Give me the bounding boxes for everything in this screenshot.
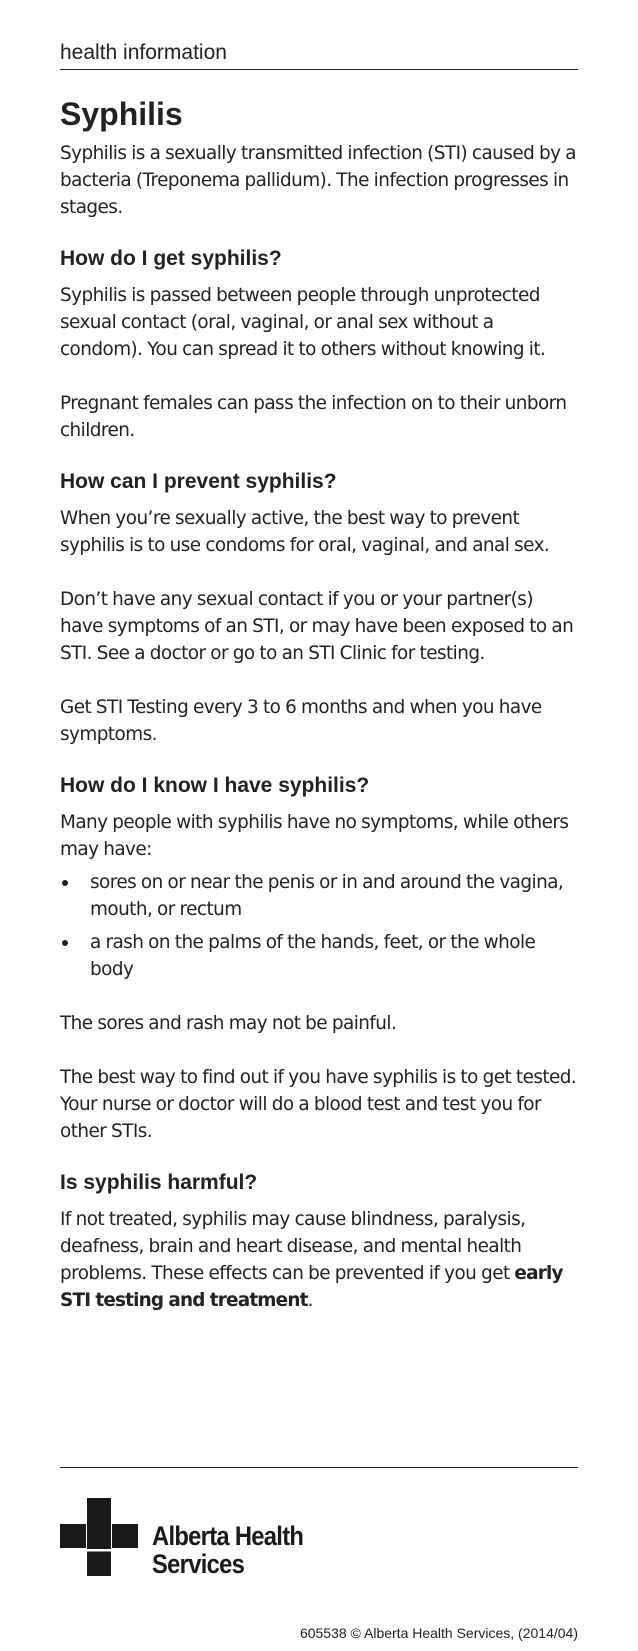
section-how-prevent [60,469,578,748]
bullet-icon [62,880,68,886]
symptom-list [60,869,578,983]
logo-line: Alberta Health [152,1521,304,1551]
header-divider [60,69,578,70]
header-label: health information [60,41,227,64]
section-paragraph: Syphilis is passed between people through unprotected sexual contact (oral, vaginal, or anal sex without a condom). You can spread it to others without knowing it. [60,285,546,360]
list-item [60,869,578,923]
section-paragraph: Don’t have any sexual contact if you or your partner(s) have symptoms of an STI, or may have been exposed to an STI. See a doctor or go to an STI Clinic for testing. [60,589,574,664]
alberta-health-services-logo [60,1498,330,1578]
list-item-text: sores on or near the penis or in and around the vagina, mouth, or rectum [90,872,564,920]
paragraph-text: . [307,1290,313,1311]
section-paragraph: Pregnant females can pass the infection on to their unborn children. [60,393,567,441]
section-heading: How do I get syphilis? [60,247,282,270]
document-title: Syphilis [60,96,183,132]
section-harmful [60,1170,578,1314]
copyright-notice: 605538 © Alberta Health Services, (2014/04) [299,1625,578,1641]
bullet-icon [62,940,68,946]
intro-paragraph: Syphilis is a sexually transmitted infection (STI) caused by a bacteria (Treponema pallidum). The infection progresses in stages. [60,143,576,218]
section-paragraph: Get STI Testing every 3 to 6 months and when you have symptoms. [60,697,542,745]
section-heading: How do I know I have syphilis? [60,774,370,797]
paragraph-text: If not treated, syphilis may cause blindness, paralysis, deafness, brain and heart disease, and mental health problems. These effects can be prevented if you get [60,1209,526,1284]
section-how-get [60,246,578,444]
section-paragraph: When you’re sexually active, the best way to prevent syphilis is to use condoms for oral, vaginal, and anal sex. [60,508,550,556]
footer-divider [60,1467,578,1468]
section-heading: How can I prevent syphilis? [60,470,337,493]
logo-line: Services [152,1549,245,1579]
list-item-text: a rash on the palms of the hands, feet, or the whole body [90,932,536,980]
list-item [60,929,578,983]
section-lead: Many people with syphilis have no symptoms, while others may have: [60,812,569,860]
emphasis-text: early STI testing and treatment [60,1263,563,1311]
section-paragraph: The sores and rash may not be painful. [60,1013,397,1034]
ahs-logo-mark-icon [60,1498,138,1578]
section-how-know [60,773,578,1145]
section-paragraph [60,1206,578,1314]
logo-wordmark [152,1522,303,1578]
section-paragraph: The best way to find out if you have syphilis is to get tested. Your nurse or doctor will do a blood test and test you for other STIs. [60,1067,577,1142]
document-content [60,94,578,1314]
section-heading: Is syphilis harmful? [60,1171,258,1194]
